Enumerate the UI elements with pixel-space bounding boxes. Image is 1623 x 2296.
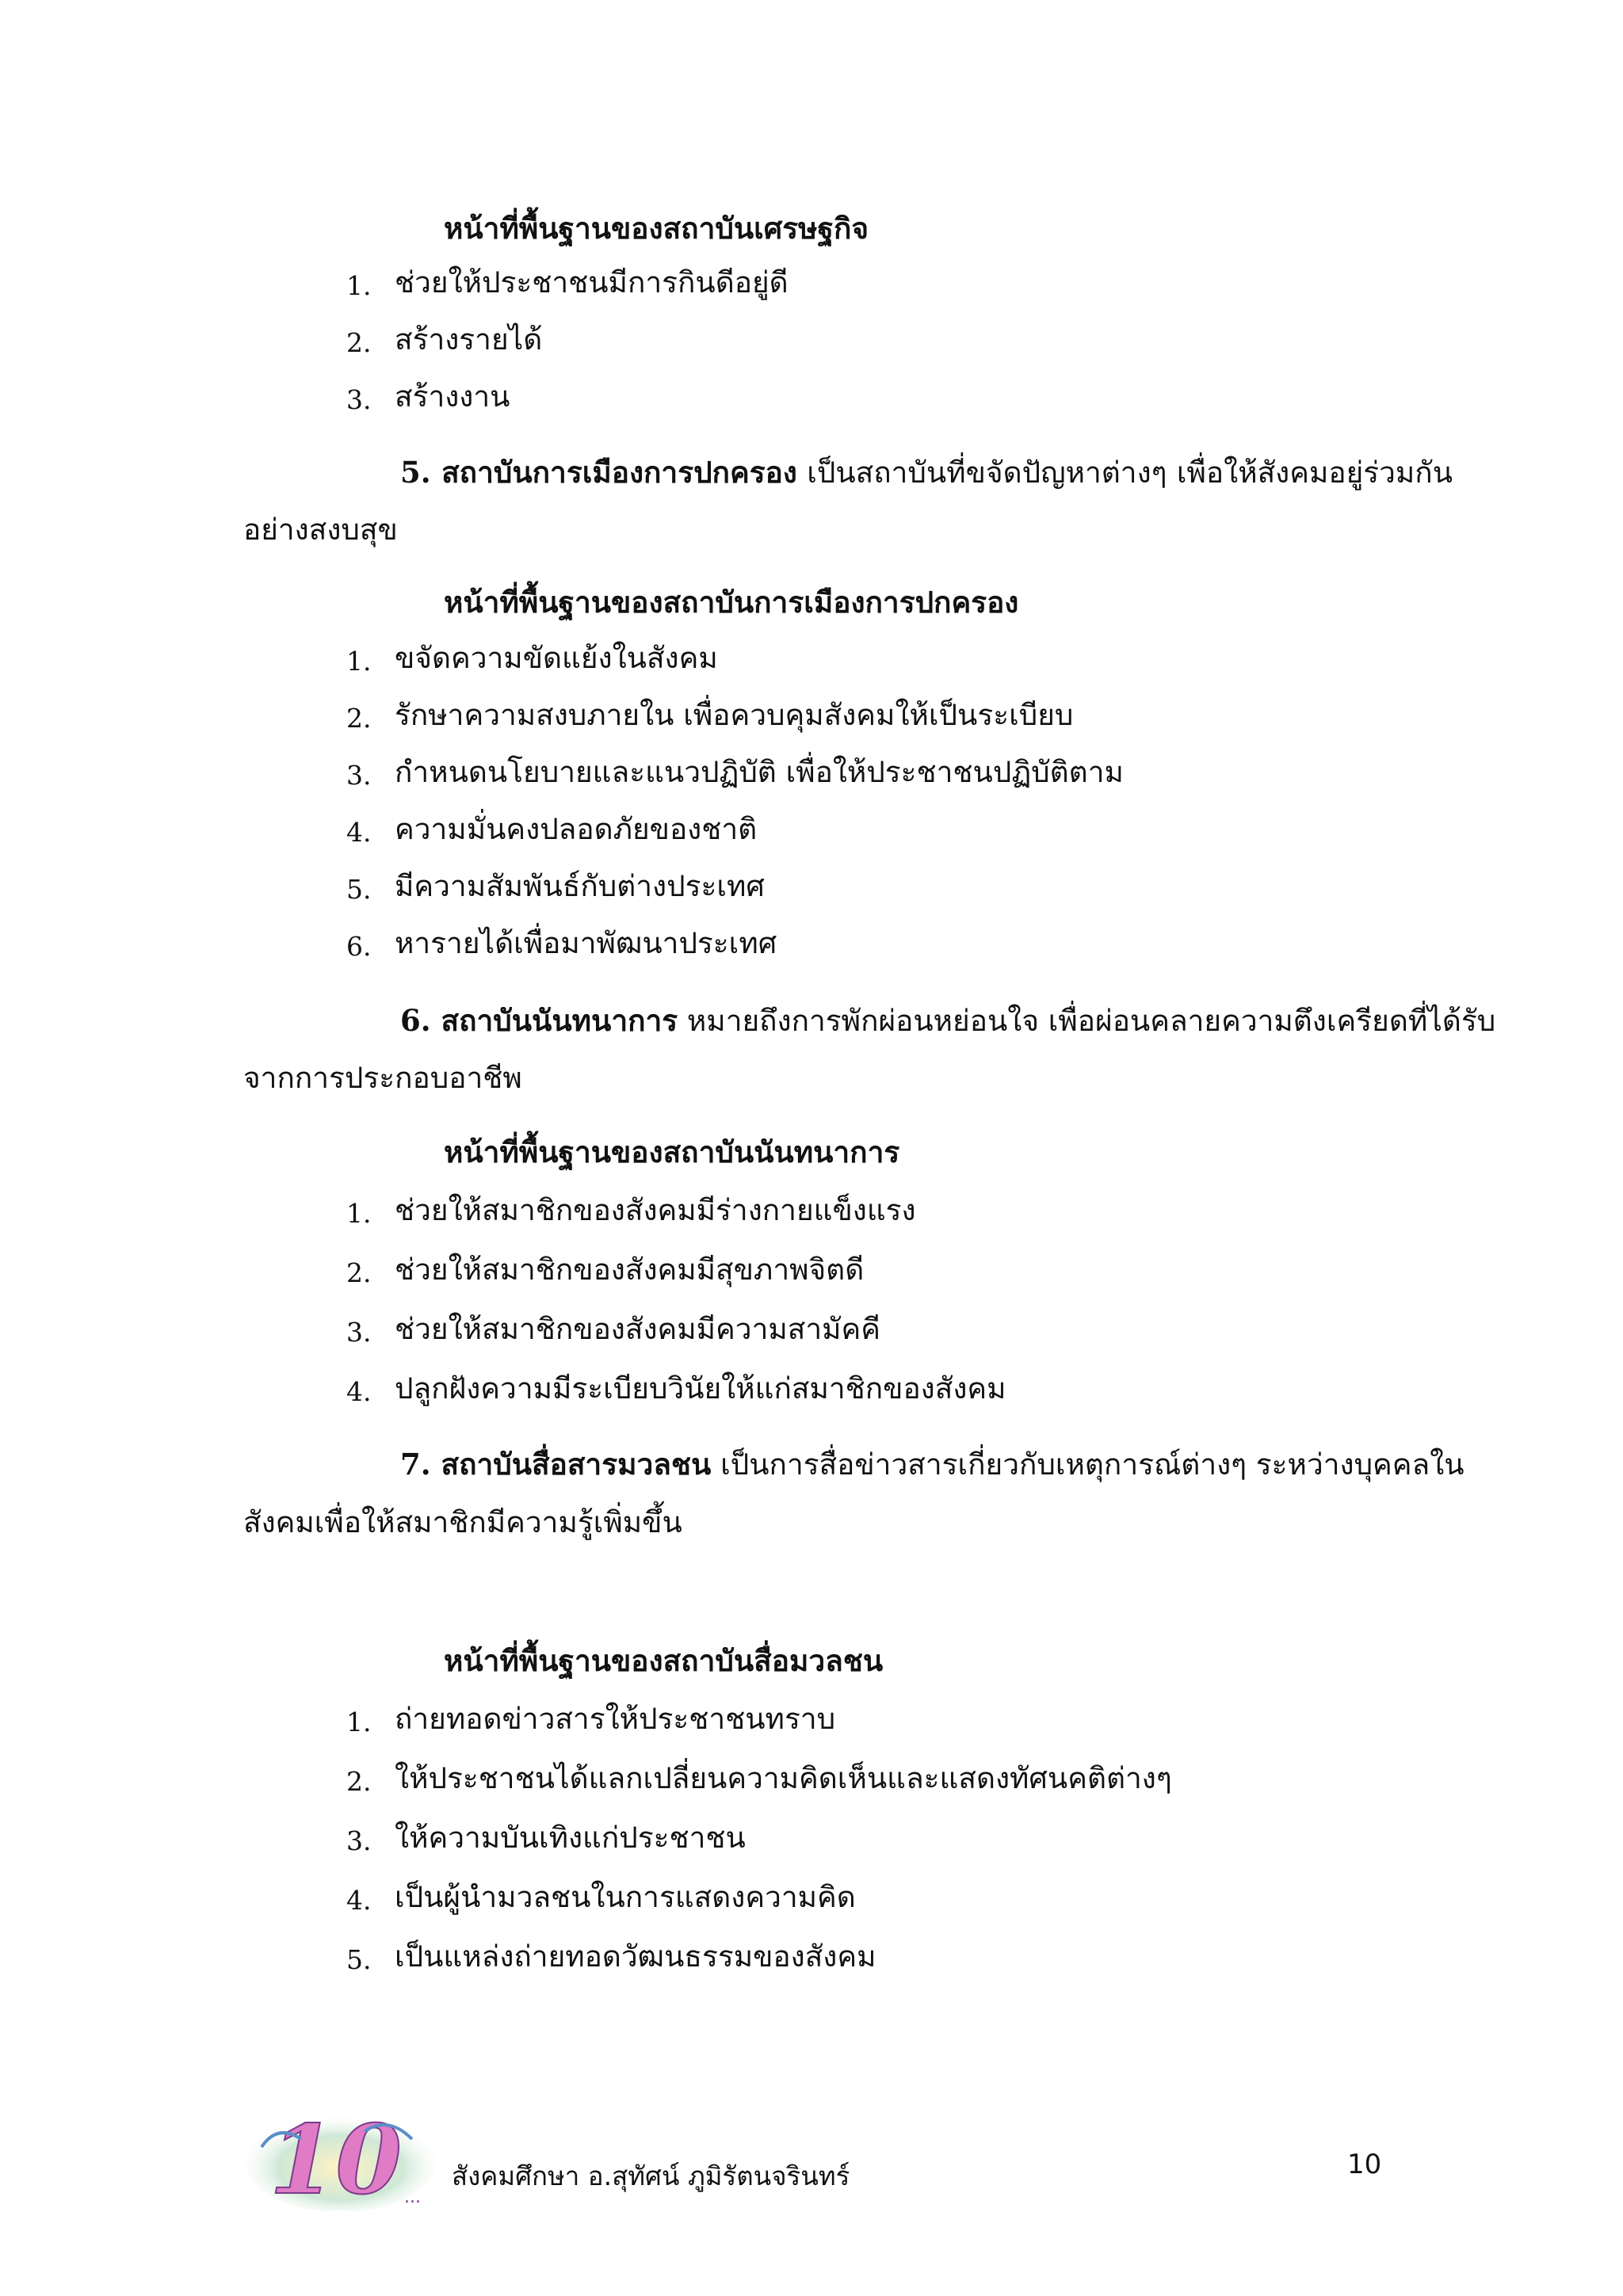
media-item-num: 5. xyxy=(346,1944,372,1975)
gov-item: รักษาความสงบภายใน เพื่อควบคุมสังคมให้เป็นระเบียบ xyxy=(395,698,1074,732)
rec-item: ช่วยให้สมาชิกของสังคมมีความสามัคคี xyxy=(395,1312,880,1346)
econ-item-num: 3. xyxy=(346,384,372,415)
media-intro-text: เป็นการสื่อข่าวสารเกี่ยวกับเหตุการณ์ต่างๆ ระหว่างบุคคลใน xyxy=(720,1447,1465,1482)
rec-item: ปลูกฝังความมีระเบียบวินัยให้แก่สมาชิกของสังคม xyxy=(395,1371,1006,1405)
gov-item: หารายได้เพื่อมาพัฒนาประเทศ xyxy=(395,926,777,960)
media-item: ถ่ายทอดข่าวสารให้ประชาชนทราบ xyxy=(395,1702,836,1736)
rec-intro-title: 6. สถาบันนันทนาการ xyxy=(400,1003,678,1038)
rec-item-num: 4. xyxy=(346,1376,372,1407)
gov-intro-title: 5. สถาบันการเมืองการปกครอง xyxy=(400,455,797,490)
gov-intro xyxy=(400,455,1453,490)
gov-item: กำหนดนโยบายและแนวปฏิบัติ เพื่อให้ประชาชนปฏิบัติตาม xyxy=(395,755,1124,789)
gov-intro-text: เป็นสถาบันที่ขจัดปัญหาต่างๆ เพื่อให้สังคมอยู่ร่วมกัน xyxy=(807,456,1453,490)
page-number: 10 xyxy=(1347,2149,1382,2180)
media-intro-cont: สังคมเพื่อให้สมาชิกมีความรู้เพิ่มขึ้น xyxy=(243,1505,682,1539)
gov-item: ขจัดความขัดแย้งในสังคม xyxy=(395,641,718,675)
econ-item-num: 1. xyxy=(346,270,372,301)
econ-item-num: 2. xyxy=(346,327,372,358)
media-item: ให้ประชาชนได้แลกเปลี่ยนความคิดเห็นและแสดงทัศนคติต่างๆ xyxy=(395,1761,1172,1795)
gov-item-num: 2. xyxy=(346,703,372,734)
gov-item-num: 6. xyxy=(346,931,372,962)
media-item: เป็นผู้นำมวลชนในการแสดงความคิด xyxy=(395,1880,856,1914)
rec-item-num: 2. xyxy=(346,1257,372,1288)
econ-heading: หน้าที่พื้นฐานของสถาบันเศรษฐกิจ xyxy=(444,211,869,246)
svg-text:...: ... xyxy=(404,2187,421,2207)
media-intro xyxy=(400,1447,1465,1482)
media-item: เป็นแหล่งถ่ายทอดวัฒนธรรมของสังคม xyxy=(395,1939,876,1974)
media-item: ให้ความบันเทิงแก่ประชาชน xyxy=(395,1821,746,1855)
gov-item-num: 3. xyxy=(346,760,372,791)
rec-heading: หน้าที่พื้นฐานของสถาบันนันทนาการ xyxy=(444,1135,900,1169)
footer-author: สังคมศึกษา อ.สุทัศน์ ภูมิรัตนจรินทร์ xyxy=(452,2161,850,2191)
gov-intro-cont: อย่างสงบสุข xyxy=(243,513,398,547)
econ-item: สร้างรายได้ xyxy=(395,322,543,357)
media-item-num: 4. xyxy=(346,1885,372,1916)
rec-intro-text: หมายถึงการพักผ่อนหย่อนใจ เพื่อผ่อนคลายความตึงเครียดที่ได้รับ xyxy=(686,1004,1496,1038)
gov-item-num: 4. xyxy=(346,817,372,848)
logo-text: 10 xyxy=(269,2104,402,2210)
rec-item-num: 1. xyxy=(346,1198,372,1229)
rec-item-num: 3. xyxy=(346,1317,372,1348)
econ-item: สร้างงาน xyxy=(395,379,510,414)
media-intro-title: 7. สถาบันสื่อสารมวลชน xyxy=(400,1447,712,1482)
gov-item: มีความสัมพันธ์กับต่างประเทศ xyxy=(395,869,765,903)
rec-intro xyxy=(400,1003,1496,1038)
gov-item-num: 1. xyxy=(346,646,372,677)
rec-item: ช่วยให้สมาชิกของสังคมมีร่างกายแข็งแรง xyxy=(395,1193,916,1227)
econ-item: ช่วยให้ประชาชนมีการกินดีอยู่ดี xyxy=(395,265,789,299)
logo-icon xyxy=(246,2100,444,2210)
media-heading: หน้าที่พื้นฐานของสถาบันสื่อมวลชน xyxy=(444,1643,884,1678)
rec-intro-cont: จากการประกอบอาชีพ xyxy=(243,1061,522,1095)
gov-heading: หน้าที่พื้นฐานของสถาบันการเมืองการปกครอง xyxy=(444,585,1019,620)
media-item-num: 1. xyxy=(346,1707,372,1737)
gov-item-num: 5. xyxy=(346,874,372,905)
gov-item: ความมั่นคงปลอดภัยของชาติ xyxy=(395,812,758,846)
rec-item: ช่วยให้สมาชิกของสังคมมีสุขภาพจิตดี xyxy=(395,1253,865,1287)
media-item-num: 3. xyxy=(346,1825,372,1856)
media-item-num: 2. xyxy=(346,1766,372,1797)
